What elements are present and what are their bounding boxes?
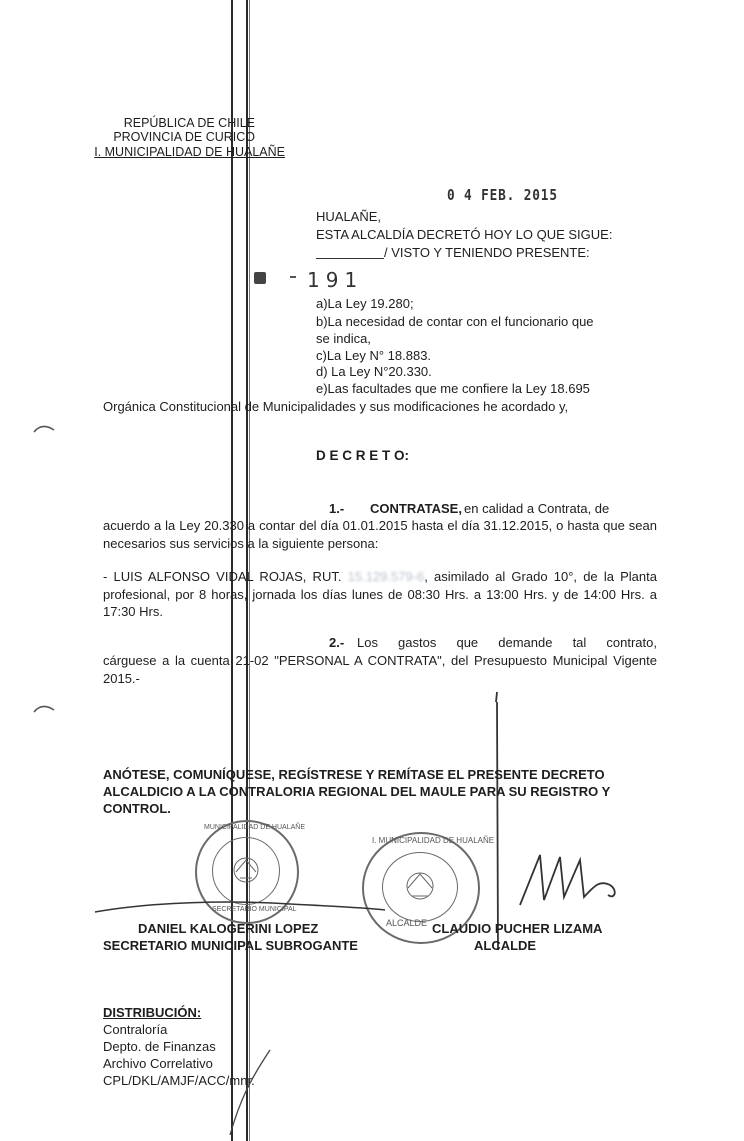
distribution-item: Depto. de Finanzas: [103, 1039, 216, 1054]
person-name: - LUIS ALFONSO VIDAL ROJAS, RUT.: [103, 569, 342, 584]
mayor-stamp-top: I. MUNICIPALIDAD DE HUALAÑE: [372, 836, 495, 845]
clause2-text: cárguese a la cuenta 21-02 "PERSONAL A CONTRATA", del Presupuesto Municipal Vigente 2015.-: [103, 653, 657, 686]
visto-b: b)La necesidad de contar con el funcionario que: [316, 314, 594, 329]
clause1-text: acuerdo a la Ley 20.330 a contar del día 01.01.2015 hasta el día 31.12.2015, o hasta que sean necesarios sus servicios a la siguiente persona:: [103, 518, 657, 551]
visto-e-cont: Orgánica Constitucional de Municipalidades y sus modificaciones he acordado y,: [103, 399, 569, 414]
distribution-item: Archivo Correlativo: [103, 1056, 213, 1071]
decreto-title: D E C R E T O:: [316, 448, 410, 463]
mayor-name: CLAUDIO PUCHER LIZAMA: [432, 921, 603, 936]
rut-redacted: 15.129.579-6: [347, 569, 425, 584]
stamp-emblem-icon: [228, 852, 264, 888]
closing-line2: ALCALDICIO A LA CONTRALORIA REGIONAL DEL MAULE PARA SU REGISTRO Y: [103, 784, 611, 799]
clause1-keyword: CONTRATASE,: [370, 501, 462, 516]
clause1-text-line1: en calidad a Contrata, de: [464, 501, 610, 516]
distribution-title: DISTRIBUCIÓN:: [103, 1005, 202, 1020]
secretary-stamp-top: MUNICIPALIDAD DE HUALAÑE: [204, 824, 306, 831]
decree-number-blank: [316, 258, 384, 259]
closing-line1: ANÓTESE, COMUNÍQUESE, REGÍSTRESE Y REMÍTASE EL PRESENTE DECRETO: [103, 767, 605, 782]
distribution-item: Contraloría: [103, 1022, 168, 1037]
header-republic: REPÚBLICA DE CHILE: [123, 116, 255, 130]
punch-hole-mark: [30, 420, 60, 450]
number-dash: [290, 276, 296, 278]
clause1-number: 1.-: [329, 501, 345, 516]
clause2-number: 2.-: [329, 635, 345, 650]
visto-a: a)La Ley 19.280;: [316, 296, 414, 311]
clause2-text-line1: Los gastos que demande tal contrato,: [357, 635, 657, 650]
visto-d: d) La Ley N°20.330.: [316, 364, 432, 379]
date-stamp: 0 4 FEB. 2015: [447, 186, 558, 204]
secretary-title: SECRETARIO MUNICIPAL SUBROGANTE: [103, 938, 358, 953]
visto-b-cont: se indica,: [316, 331, 371, 346]
initials-scribble: [210, 1040, 280, 1140]
secretary-name: DANIEL KALOGERINI LOPEZ: [138, 921, 319, 936]
header-municipality: I. MUNICIPALIDAD DE HUALAÑE: [94, 145, 285, 159]
mayor-stamp-bottom: ALCALDE: [386, 918, 428, 928]
secretary-stamp-bottom: SECRETARIO MUNICIPAL: [212, 906, 297, 913]
visto-c: c)La Ley N° 18.883.: [316, 348, 432, 363]
stamp-emblem-icon: [398, 866, 442, 906]
mayor-signature: [500, 845, 650, 925]
intro-place: HUALAÑE,: [316, 209, 382, 224]
person-details: , asimilado al Grado 10°, de la Planta profesional, por 8 horas, jornada los días lunes de 08:30 Hrs. a 13:00 Hrs. y de 14:00 Hrs. a 17:30 Hrs.: [103, 569, 657, 619]
distribution-item: CPL/DKL/AMJF/ACC/mnr.: [103, 1073, 255, 1088]
header-province: PROVINCIA DE CURICO: [113, 130, 255, 144]
decree-number: 191: [307, 268, 364, 292]
visto-e: e)Las facultades que me confiere la Ley 18.695: [316, 381, 590, 396]
punch-hole-mark: [30, 700, 60, 730]
closing-line3: CONTROL.: [103, 801, 171, 816]
mayor-title: ALCALDE: [474, 938, 537, 953]
intro-decree-line: ESTA ALCALDÍA DECRETÓ HOY LO QUE SIGUE:: [316, 227, 613, 242]
intro-visto-line: / VISTO Y TENIENDO PRESENTE:: [384, 245, 590, 260]
number-mark: [254, 272, 266, 284]
person-paragraph: [103, 568, 657, 621]
